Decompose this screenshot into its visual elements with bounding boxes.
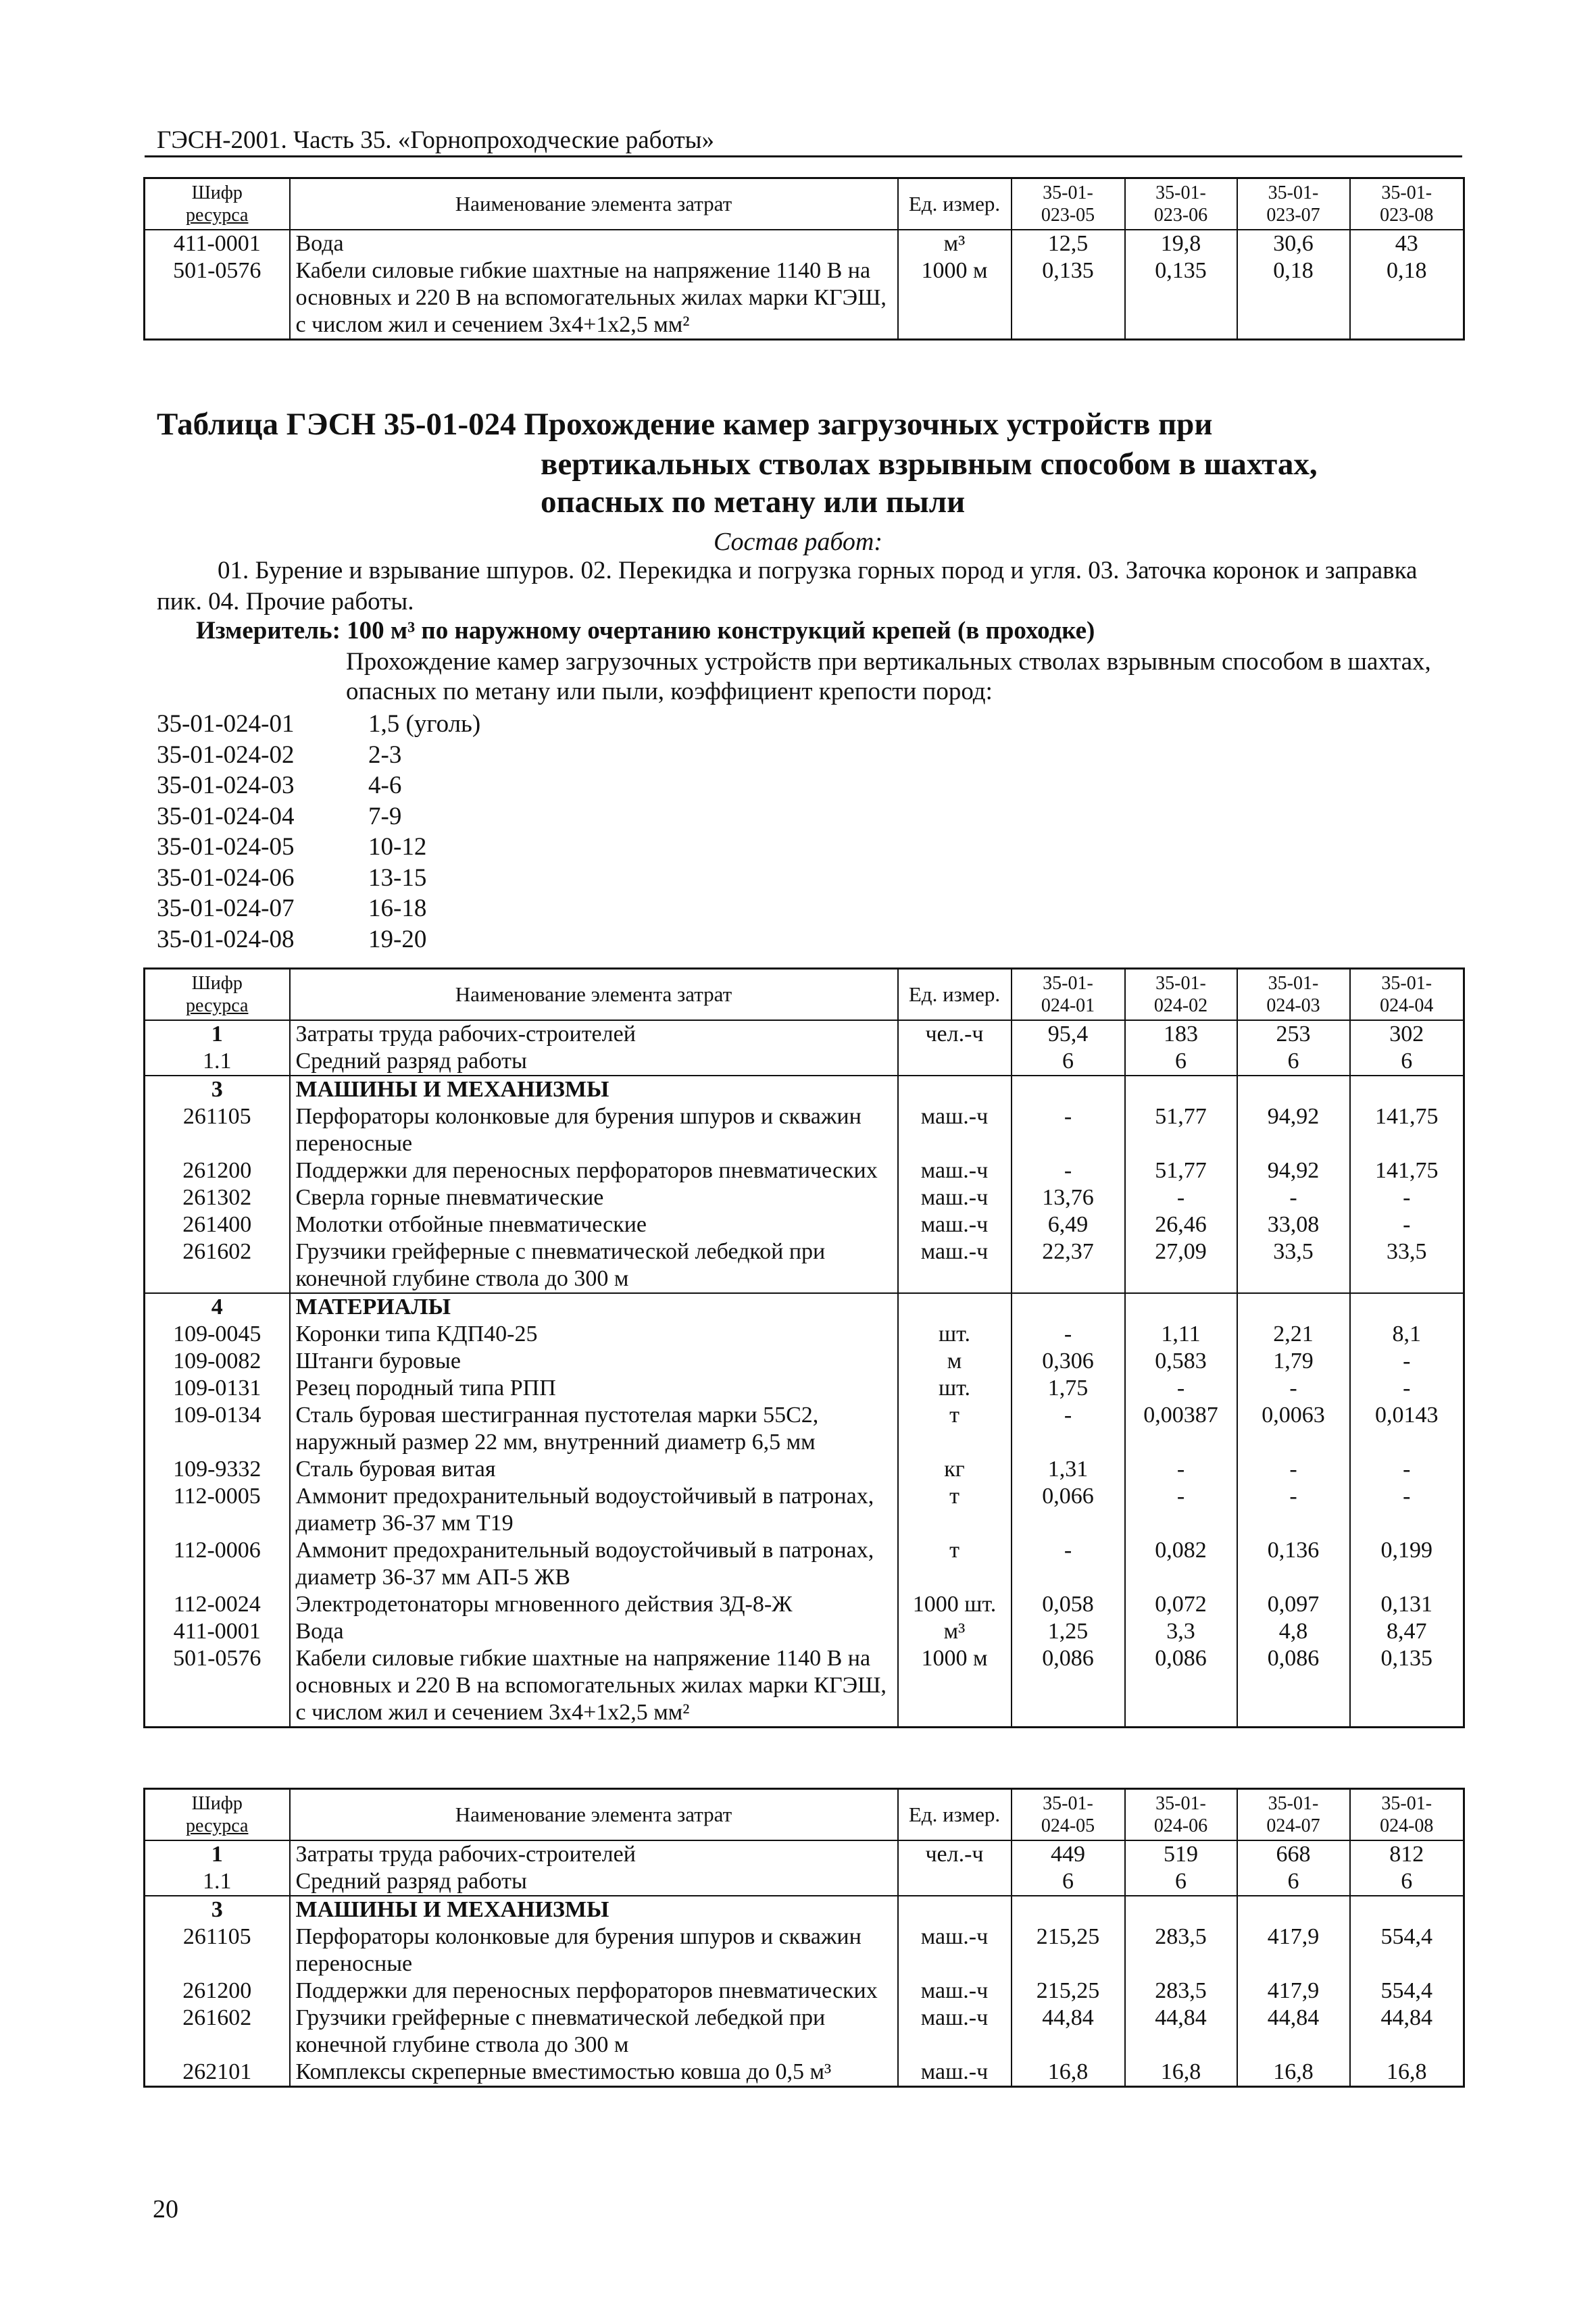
row-value: 0,086 — [1125, 1645, 1237, 1728]
row-value: 44,84 — [1012, 2005, 1125, 2059]
row-unit: маш.-ч — [898, 1238, 1012, 1293]
row-value: 0,066 — [1012, 1483, 1125, 1537]
row-unit: маш.-ч — [898, 2059, 1012, 2087]
running-header: ГЭСН-2001. Часть 35. «Горнопроходческие работы» — [157, 126, 715, 154]
resource-table-024-a — [143, 967, 1465, 1728]
row-code: 501-0576 — [145, 1645, 290, 1728]
row-value: 30,6 — [1237, 230, 1350, 257]
table-header-row — [145, 178, 1464, 230]
row-unit: т — [898, 1483, 1012, 1537]
row-value: 668 — [1237, 1840, 1350, 1868]
row-value: 6 — [1350, 1048, 1464, 1076]
empty-cell — [1012, 1896, 1125, 1923]
empty-cell — [1237, 1896, 1350, 1923]
row-value: - — [1125, 1456, 1237, 1483]
work-text: 01. Бурение и взрывание шпуров. 02. Перекидка и погрузка горных пород и угля. 03. Заточка коронок и заправка пик. 04. Прочие работы. — [157, 557, 1418, 615]
row-value: 1,11 — [1125, 1321, 1237, 1348]
row-code: 112-0006 — [145, 1537, 290, 1591]
row-code: 1.1 — [145, 1868, 290, 1896]
row-name: Комплексы скреперные вместимостью ковша до 0,5 м³ — [290, 2059, 898, 2087]
row-value: 812 — [1350, 1840, 1464, 1868]
row-value: 16,8 — [1012, 2059, 1125, 2087]
row-code: 1 — [145, 1840, 290, 1868]
norm-value: 2-3 — [368, 741, 402, 769]
row-value: 2,21 — [1237, 1321, 1350, 1348]
table-header-row — [145, 1789, 1464, 1841]
row-value: 16,8 — [1237, 2059, 1350, 2087]
row-unit: м³ — [898, 1618, 1012, 1645]
row-unit — [898, 1048, 1012, 1076]
table-row — [145, 1103, 1464, 1157]
row-value: 215,25 — [1012, 1978, 1125, 2005]
row-code: 411-0001 — [145, 1618, 290, 1645]
norm-code: 35-01-024-04 — [157, 803, 295, 830]
norm-value: 1,5 (уголь) — [368, 710, 481, 738]
row-value: 33,5 — [1237, 1238, 1350, 1293]
row-value: 0,18 — [1237, 257, 1350, 340]
table-row — [145, 1020, 1464, 1048]
empty-cell — [1350, 1076, 1464, 1103]
row-value: 51,77 — [1125, 1103, 1237, 1157]
row-value: 43 — [1350, 230, 1464, 257]
row-value: 6 — [1237, 1868, 1350, 1896]
row-value: - — [1012, 1402, 1125, 1456]
row-value: - — [1012, 1157, 1125, 1184]
row-value: - — [1237, 1483, 1350, 1537]
row-value: 13,76 — [1012, 1184, 1125, 1211]
row-value: 0,082 — [1125, 1537, 1237, 1591]
row-name: Сталь буровая шестигранная пустотелая марки 55С2, наружный размер 22 мм, внутренний диаметр 6,5 мм — [290, 1402, 898, 1456]
unit-header: Ед. измер. — [898, 1789, 1012, 1841]
row-unit: чел.-ч — [898, 1840, 1012, 1868]
row-code: 261602 — [145, 2005, 290, 2059]
row-unit: маш.-ч — [898, 1978, 1012, 2005]
code-header: Шифр ресурса — [145, 178, 290, 230]
row-value: 283,5 — [1125, 1978, 1237, 2005]
row-value: 0,199 — [1350, 1537, 1464, 1591]
row-value: 51,77 — [1125, 1157, 1237, 1184]
row-value: 554,4 — [1350, 1923, 1464, 1978]
section-row — [145, 1076, 1464, 1103]
empty-cell — [1012, 1293, 1125, 1321]
row-value: 0,00387 — [1125, 1402, 1237, 1456]
row-unit: маш.-ч — [898, 1211, 1012, 1238]
row-name: Аммонит предохранительный водоустойчивый в патронах, диаметр 36-37 мм АП-5 ЖВ — [290, 1537, 898, 1591]
norm-code: 35-01-024-07 — [157, 895, 295, 922]
row-name: Затраты труда рабочих-строителей — [290, 1020, 898, 1048]
table-row — [145, 1184, 1464, 1211]
resource-table-024-b — [143, 1788, 1465, 2088]
row-value: 183 — [1125, 1020, 1237, 1048]
col-header: 35-01- 023-06 — [1125, 178, 1237, 230]
row-value: 94,92 — [1237, 1103, 1350, 1157]
row-name: Перфораторы колонковые для бурения шпуров и скважин переносные — [290, 1103, 898, 1157]
empty-cell — [1125, 1896, 1237, 1923]
code-header: Шифр ресурса — [145, 1789, 290, 1841]
row-value: 26,46 — [1125, 1211, 1237, 1238]
row-code: 112-0024 — [145, 1591, 290, 1618]
table-row — [145, 1321, 1464, 1348]
row-value: 0,0063 — [1237, 1402, 1350, 1456]
name-header: Наименование элемента затрат — [290, 178, 898, 230]
row-name: Резец породный типа РПП — [290, 1375, 898, 1402]
row-code: 261400 — [145, 1211, 290, 1238]
row-value: 33,08 — [1237, 1211, 1350, 1238]
row-unit: маш.-ч — [898, 1923, 1012, 1978]
row-value: 6 — [1125, 1868, 1237, 1896]
row-unit: маш.-ч — [898, 1103, 1012, 1157]
table-title: Таблица ГЭСН 35-01-024 Прохождение камер загрузочных устройств при — [157, 407, 1213, 442]
row-name: Средний разряд работы — [290, 1048, 898, 1076]
row-value: 0,135 — [1012, 257, 1125, 340]
row-value: 19,8 — [1125, 230, 1237, 257]
row-value: 16,8 — [1125, 2059, 1237, 2087]
row-name: Аммонит предохранительный водоустойчивый в патронах, диаметр 36-37 мм Т19 — [290, 1483, 898, 1537]
table-row — [145, 1348, 1464, 1375]
row-value: 0,18 — [1350, 257, 1464, 340]
row-value: 6 — [1012, 1868, 1125, 1896]
row-code: 261105 — [145, 1103, 290, 1157]
norm-code: 35-01-024-01 — [157, 710, 295, 738]
row-name: Перфораторы колонковые для бурения шпуров и скважин переносные — [290, 1923, 898, 1978]
row-value: 519 — [1125, 1840, 1237, 1868]
row-value: - — [1237, 1184, 1350, 1211]
row-value: 8,1 — [1350, 1321, 1464, 1348]
row-unit: кг — [898, 1456, 1012, 1483]
table-title-line3: опасных по метану или пыли — [541, 484, 966, 520]
row-name: Средний разряд работы — [290, 1868, 898, 1896]
section-title: МАШИНЫ И МЕХАНИЗМЫ — [290, 1076, 898, 1103]
row-value: 6 — [1012, 1048, 1125, 1076]
section-row — [145, 1293, 1464, 1321]
empty-cell — [1350, 1896, 1464, 1923]
row-value: 44,84 — [1350, 2005, 1464, 2059]
table-row — [145, 1978, 1464, 2005]
row-value: 141,75 — [1350, 1157, 1464, 1184]
description: Прохождение камер загрузочных устройств при вертикальных стволах взрывным способом в шахтах, опасных по метану или пыли, коэффициент крепости пород: — [346, 648, 1431, 705]
table-row — [145, 1591, 1464, 1618]
row-value: - — [1125, 1483, 1237, 1537]
row-unit: т — [898, 1537, 1012, 1591]
table-row — [145, 1375, 1464, 1402]
table-row — [145, 1157, 1464, 1184]
name-header: Наименование элемента затрат — [290, 1789, 898, 1841]
col-header: 35-01- 023-05 — [1012, 178, 1125, 230]
row-value: 141,75 — [1350, 1103, 1464, 1157]
row-value: 3,3 — [1125, 1618, 1237, 1645]
row-unit: т — [898, 1402, 1012, 1456]
row-value: 27,09 — [1125, 1238, 1237, 1293]
row-value: 8,47 — [1350, 1618, 1464, 1645]
row-name: Молотки отбойные пневматические — [290, 1211, 898, 1238]
row-unit: чел.-ч — [898, 1020, 1012, 1048]
row-value: 94,92 — [1237, 1157, 1350, 1184]
empty-cell — [898, 1896, 1012, 1923]
row-code: 109-9332 — [145, 1456, 290, 1483]
norm-value: 13-15 — [368, 864, 427, 892]
row-value: - — [1350, 1184, 1464, 1211]
empty-cell — [1237, 1076, 1350, 1103]
row-value: 6 — [1350, 1868, 1464, 1896]
row-value: 554,4 — [1350, 1978, 1464, 2005]
row-value: - — [1237, 1375, 1350, 1402]
row-code: 1 — [145, 1020, 290, 1048]
table-row — [145, 1923, 1464, 1978]
table-row — [145, 2005, 1464, 2059]
row-unit: 1000 м — [898, 257, 1012, 340]
col-header: 35-01- 024-01 — [1012, 969, 1125, 1021]
row-name: Сверла горные пневматические — [290, 1184, 898, 1211]
empty-cell — [898, 1293, 1012, 1321]
row-unit: м — [898, 1348, 1012, 1375]
row-value: 1,31 — [1012, 1456, 1125, 1483]
empty-cell — [1125, 1293, 1237, 1321]
row-value: 0,086 — [1012, 1645, 1125, 1728]
norm-code: 35-01-024-05 — [157, 833, 295, 861]
norm-value: 10-12 — [368, 833, 427, 861]
unit-header: Ед. измер. — [898, 969, 1012, 1021]
row-value: - — [1012, 1537, 1125, 1591]
row-unit: 1000 м — [898, 1645, 1012, 1728]
row-name: Штанги буровые — [290, 1348, 898, 1375]
row-value: 4,8 — [1237, 1618, 1350, 1645]
row-unit — [898, 1868, 1012, 1896]
work-caption: Состав работ: — [713, 528, 883, 556]
page-number: 20 — [153, 2195, 178, 2223]
row-name: Электродетонаторы мгновенного действия ЗД-8-Ж — [290, 1591, 898, 1618]
row-value: 0,135 — [1350, 1645, 1464, 1728]
row-value: 0,086 — [1237, 1645, 1350, 1728]
row-value: 44,84 — [1125, 2005, 1237, 2059]
header-rule — [145, 155, 1462, 157]
row-value: 12,5 — [1012, 230, 1125, 257]
row-value: 0,306 — [1012, 1348, 1125, 1375]
row-name: Кабели силовые гибкие шахтные на напряжение 1140 В на основных и 220 В на вспомогательных жилах марки КГЭШ, с числом жил и сечением 3х4+1х2,5 мм² — [290, 257, 898, 340]
row-code: 109-0082 — [145, 1348, 290, 1375]
row-value: 417,9 — [1237, 1923, 1350, 1978]
col-header: 35-01- 024-05 — [1012, 1789, 1125, 1841]
table-row — [145, 1456, 1464, 1483]
row-value: 417,9 — [1237, 1978, 1350, 2005]
empty-cell — [1125, 1076, 1237, 1103]
row-value: 6 — [1125, 1048, 1237, 1076]
row-value: 44,84 — [1237, 2005, 1350, 2059]
row-value: - — [1012, 1321, 1125, 1348]
norm-code: 35-01-024-02 — [157, 741, 295, 769]
row-name: Поддержки для переносных перфораторов пневматических — [290, 1978, 898, 2005]
col-header: 35-01- 024-04 — [1350, 969, 1464, 1021]
row-code: 261200 — [145, 1978, 290, 2005]
row-code: 112-0005 — [145, 1483, 290, 1537]
norm-code: 35-01-024-08 — [157, 926, 295, 953]
section-row — [145, 1896, 1464, 1923]
section-code: 4 — [145, 1293, 290, 1321]
row-unit: шт. — [898, 1375, 1012, 1402]
row-value: 283,5 — [1125, 1923, 1237, 1978]
table-row — [145, 1868, 1464, 1896]
col-header: 35-01- 024-08 — [1350, 1789, 1464, 1841]
row-value: 22,37 — [1012, 1238, 1125, 1293]
row-name: Сталь буровая витая — [290, 1456, 898, 1483]
row-code: 262101 — [145, 2059, 290, 2087]
row-name: Поддержки для переносных перфораторов пневматических — [290, 1157, 898, 1184]
row-name: Затраты труда рабочих-строителей — [290, 1840, 898, 1868]
row-name: Вода — [290, 230, 898, 257]
row-value: - — [1350, 1348, 1464, 1375]
row-value: 0,097 — [1237, 1591, 1350, 1618]
col-header: 35-01- 024-06 — [1125, 1789, 1237, 1841]
col-header: 35-01- 024-02 — [1125, 969, 1237, 1021]
norm-value: 16-18 — [368, 895, 427, 922]
row-value: 302 — [1350, 1020, 1464, 1048]
row-value: 0,058 — [1012, 1591, 1125, 1618]
col-header: 35-01- 024-03 — [1237, 969, 1350, 1021]
table-row — [145, 1840, 1464, 1868]
empty-cell — [898, 1076, 1012, 1103]
row-value: - — [1012, 1103, 1125, 1157]
row-code: 109-0134 — [145, 1402, 290, 1456]
row-unit: шт. — [898, 1321, 1012, 1348]
table-row — [145, 1537, 1464, 1591]
row-code: 261602 — [145, 1238, 290, 1293]
col-header: 35-01- 023-08 — [1350, 178, 1464, 230]
row-value: 449 — [1012, 1840, 1125, 1868]
row-code: 261302 — [145, 1184, 290, 1211]
norm-value: 19-20 — [368, 926, 427, 953]
code-header: Шифр ресурса — [145, 969, 290, 1021]
row-code: 261200 — [145, 1157, 290, 1184]
name-header: Наименование элемента затрат — [290, 969, 898, 1021]
resource-table-023 — [143, 177, 1465, 341]
table-row — [145, 1048, 1464, 1076]
table-row — [145, 1645, 1464, 1728]
section-code: 3 — [145, 1076, 290, 1103]
row-value: - — [1350, 1211, 1464, 1238]
row-code: 501-0576 — [145, 257, 290, 340]
empty-cell — [1350, 1293, 1464, 1321]
norm-value: 7-9 — [368, 803, 402, 830]
table-row — [145, 230, 1464, 257]
section-title: МАТЕРИАЛЫ — [290, 1293, 898, 1321]
row-unit: м³ — [898, 230, 1012, 257]
table-row — [145, 1402, 1464, 1456]
row-value: - — [1350, 1483, 1464, 1537]
norm-code: 35-01-024-03 — [157, 772, 295, 799]
table-row — [145, 2059, 1464, 2087]
row-value: - — [1350, 1375, 1464, 1402]
row-value: 0,135 — [1125, 257, 1237, 340]
table-title-line2: вертикальных стволах взрывным способом в шахтах, — [541, 447, 1318, 482]
row-name: Кабели силовые гибкие шахтные на напряжение 1140 В на основных и 220 В на вспомогательных жилах марки КГЭШ, с числом жил и сечением 3х4+1х2,5 мм² — [290, 1645, 898, 1728]
row-name: Вода — [290, 1618, 898, 1645]
row-value: 6 — [1237, 1048, 1350, 1076]
row-code: 109-0045 — [145, 1321, 290, 1348]
table-row — [145, 1238, 1464, 1293]
row-value: 1,79 — [1237, 1348, 1350, 1375]
row-value: 0,131 — [1350, 1591, 1464, 1618]
row-value: 0,136 — [1237, 1537, 1350, 1591]
row-value: 0,072 — [1125, 1591, 1237, 1618]
empty-cell — [1237, 1293, 1350, 1321]
row-unit: 1000 шт. — [898, 1591, 1012, 1618]
row-name: Грузчики грейферные с пневматической лебедкой при конечной глубине ствола до 300 м — [290, 2005, 898, 2059]
row-value: 95,4 — [1012, 1020, 1125, 1048]
table-row — [145, 1211, 1464, 1238]
empty-cell — [1012, 1076, 1125, 1103]
row-value: - — [1350, 1456, 1464, 1483]
row-value: 6,49 — [1012, 1211, 1125, 1238]
col-header: 35-01- 023-07 — [1237, 178, 1350, 230]
row-value: - — [1237, 1456, 1350, 1483]
row-code: 1.1 — [145, 1048, 290, 1076]
row-value: 0,583 — [1125, 1348, 1237, 1375]
row-value: 16,8 — [1350, 2059, 1464, 2087]
norm-value: 4-6 — [368, 772, 402, 799]
row-unit: маш.-ч — [898, 1184, 1012, 1211]
row-code: 411-0001 — [145, 230, 290, 257]
table-row — [145, 1618, 1464, 1645]
row-value: 0,0143 — [1350, 1402, 1464, 1456]
row-code: 261105 — [145, 1923, 290, 1978]
row-value: - — [1125, 1184, 1237, 1211]
row-unit: маш.-ч — [898, 2005, 1012, 2059]
row-name: Грузчики грейферные с пневматической лебедкой при конечной глубине ствола до 300 м — [290, 1238, 898, 1293]
norm-code: 35-01-024-06 — [157, 864, 295, 892]
table-row — [145, 257, 1464, 340]
measure-unit: Измеритель: 100 м³ по наружному очертанию конструкций крепей (в проходке) — [196, 617, 1095, 645]
unit-header: Ед. измер. — [898, 178, 1012, 230]
row-value: - — [1125, 1375, 1237, 1402]
row-value: 33,5 — [1350, 1238, 1464, 1293]
table-header-row — [145, 969, 1464, 1021]
section-code: 3 — [145, 1896, 290, 1923]
row-value: 253 — [1237, 1020, 1350, 1048]
row-value: 1,75 — [1012, 1375, 1125, 1402]
row-value: 1,25 — [1012, 1618, 1125, 1645]
row-value: 215,25 — [1012, 1923, 1125, 1978]
col-header: 35-01- 024-07 — [1237, 1789, 1350, 1841]
row-code: 109-0131 — [145, 1375, 290, 1402]
row-unit: маш.-ч — [898, 1157, 1012, 1184]
row-name: Коронки типа КДП40-25 — [290, 1321, 898, 1348]
section-title: МАШИНЫ И МЕХАНИЗМЫ — [290, 1896, 898, 1923]
table-row — [145, 1483, 1464, 1537]
